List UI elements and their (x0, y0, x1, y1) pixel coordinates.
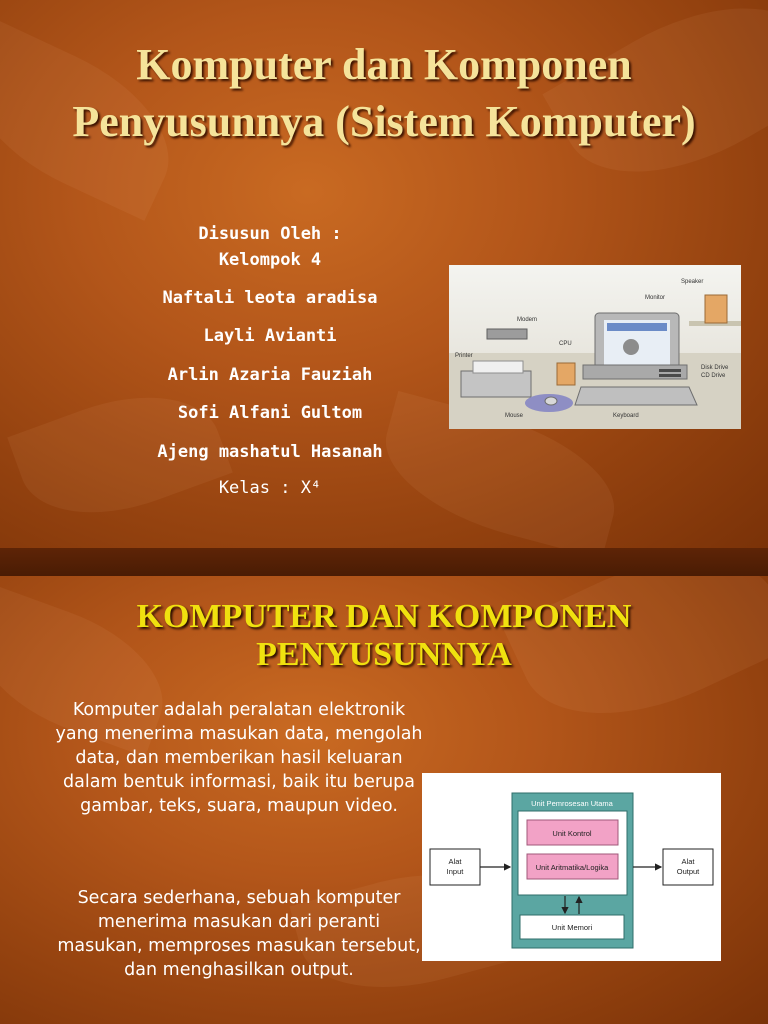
input-label-line1: Alat (448, 857, 462, 866)
modem-icon (487, 329, 527, 339)
section-title: KOMPUTER DAN KOMPONEN PENYUSUNNYA (136, 598, 632, 673)
alu-label: Unit Aritmatika/Logika (535, 863, 609, 872)
member-name: Arlin Azaria Fauziah (167, 365, 373, 385)
printer-paper (473, 361, 523, 373)
member-name: Sofi Alfani Gultom (177, 403, 363, 423)
screen-toolbar (607, 323, 667, 331)
keyboard-icon (575, 387, 697, 405)
label-mouse: Mouse (505, 413, 524, 419)
input-label-line2: Input (446, 867, 464, 876)
class-label: Kelas : X⁴ (218, 478, 322, 498)
label-speaker: Speaker (681, 279, 704, 285)
label-keyboard: Keyboard (613, 413, 639, 419)
slide-separator (0, 548, 768, 576)
output-label-line2: Output (676, 867, 700, 876)
label-disk-drive: Disk Drive (701, 365, 729, 371)
summary-paragraph: Secara sederhana, sebuah komputer menerima masukan dari peranti masukan, memproses masukan tersebut, dan menghasilkan output. (57, 888, 421, 980)
speaker-icon (557, 363, 575, 385)
definition-paragraph: Komputer adalah peralatan elektronik yang menerima masukan data, mengolah data, dan memberikan hasil keluaran dalam bentuk informasi, baik itu berupa gambar, teks, suara, maupun video. (55, 700, 423, 816)
printer-icon (461, 371, 531, 397)
main-unit-label: Unit Pemrosesan Utama (531, 799, 613, 808)
cd-drive-slot (659, 374, 681, 377)
member-name: Layli Avianti (203, 326, 337, 346)
label-cpu: CPU (559, 341, 572, 347)
memory-unit-label: Unit Memori (551, 923, 593, 932)
mouse-icon (545, 397, 557, 405)
control-unit-label: Unit Kontrol (552, 829, 592, 838)
credits-heading: Disusun Oleh : (198, 224, 342, 244)
label-printer: Printer (455, 353, 473, 359)
label-modem: Modem (517, 317, 538, 323)
member-name: Naftali leota aradisa (162, 288, 378, 308)
computer-illustration-svg (449, 265, 741, 429)
output-label-line1: Alat (681, 857, 695, 866)
label-cd-drive: CD Drive (701, 373, 726, 379)
member-name: Ajeng mashatul Hasanah (157, 442, 383, 462)
architecture-diagram-svg (422, 773, 721, 961)
speaker-icon (705, 295, 727, 323)
computer-system-illustration (449, 265, 741, 429)
computer-architecture-diagram (422, 773, 721, 961)
label-monitor: Monitor (645, 295, 666, 301)
group-name: Kelompok 4 (218, 250, 322, 270)
disk-drive-slot (659, 369, 681, 372)
slide-title: Komputer dan Komponen Penyusunnya (Sistem Komputer) (72, 40, 696, 146)
screen-figure (623, 339, 639, 355)
